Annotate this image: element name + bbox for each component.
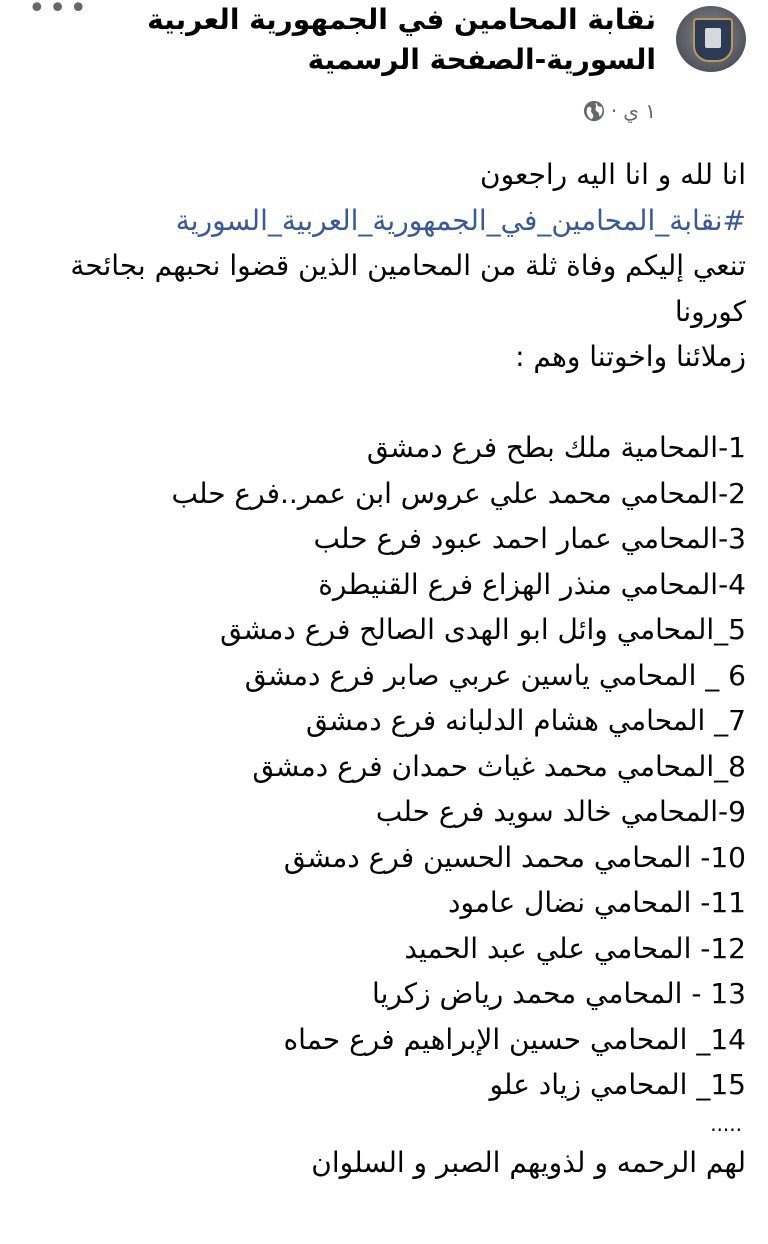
list-item: 3-المحامي عمار احمد عبود فرع حلب <box>313 522 746 555</box>
list-item: 11- المحامي نضال عامود <box>447 886 746 919</box>
hashtag-link[interactable]: #نقابة_المحامين_في_الجمهورية_العربية_السورية <box>175 203 746 237</box>
post-timestamp[interactable]: ١ ي <box>623 99 656 123</box>
page-name-link[interactable]: نقابة المحامين في الجمهورية العربية السورية-الصفحة الرسمية <box>147 3 656 76</box>
globe-icon[interactable] <box>583 100 605 122</box>
list-item: 4-المحامي منذر الهزاع فرع القنيطرة <box>318 567 746 601</box>
list-item: 2-المحامي محمد علي عروس ابن عمر..فرع حلب <box>171 476 746 510</box>
avatar[interactable] <box>676 6 746 72</box>
list-item: 1-المحامية ملك بطح فرع دمشق <box>366 431 746 464</box>
post-announcement-line: تنعي إليكم وفاة ثلة من المحامين الذين قضوا نحبهم بجائحة كورونا <box>70 249 746 328</box>
ellipsis-line: ..... <box>710 1111 742 1136</box>
blank-line <box>46 380 746 426</box>
syndicate-logo-icon <box>693 18 733 62</box>
list-item: 15_ المحامي زياد علو <box>489 1068 746 1101</box>
list-item: 12- المحامي علي عبد الحميد <box>404 931 746 965</box>
post-intro-line: انا لله و انا اليه راجعون <box>480 158 746 191</box>
deceased-list <box>46 425 746 1108</box>
post-meta <box>583 98 656 124</box>
list-item: 8_المحامي محمد غياث حمدان فرع دمشق <box>252 749 746 783</box>
list-item: 10- المحامي محمد الحسين فرع دمشق <box>283 840 746 874</box>
list-item: 13 - المحامي محمد رياض زكريا <box>372 977 746 1010</box>
post-closing-line: لهم الرحمه و لذويهم الصبر و السلوان <box>311 1145 746 1179</box>
post-body <box>46 152 746 1185</box>
list-item: 14_ المحامي حسين الإبراهيم فرع حماه <box>283 1022 746 1056</box>
list-item: 9-المحامي خالد سويد فرع حلب <box>375 795 746 828</box>
list-item: 5_المحامي وائل ابو الهدى الصالح فرع دمشق <box>220 613 746 646</box>
more-options-icon[interactable]: ••• <box>28 0 91 26</box>
meta-separator: · <box>610 99 618 123</box>
post-colleagues-line: زملائنا واخوتنا وهم : <box>515 340 746 373</box>
list-item: 6 _ المحامي ياسين عربي صابر فرع دمشق <box>244 658 746 692</box>
list-item: 7_ المحامي هشام الدلبانه فرع دمشق <box>305 704 746 737</box>
